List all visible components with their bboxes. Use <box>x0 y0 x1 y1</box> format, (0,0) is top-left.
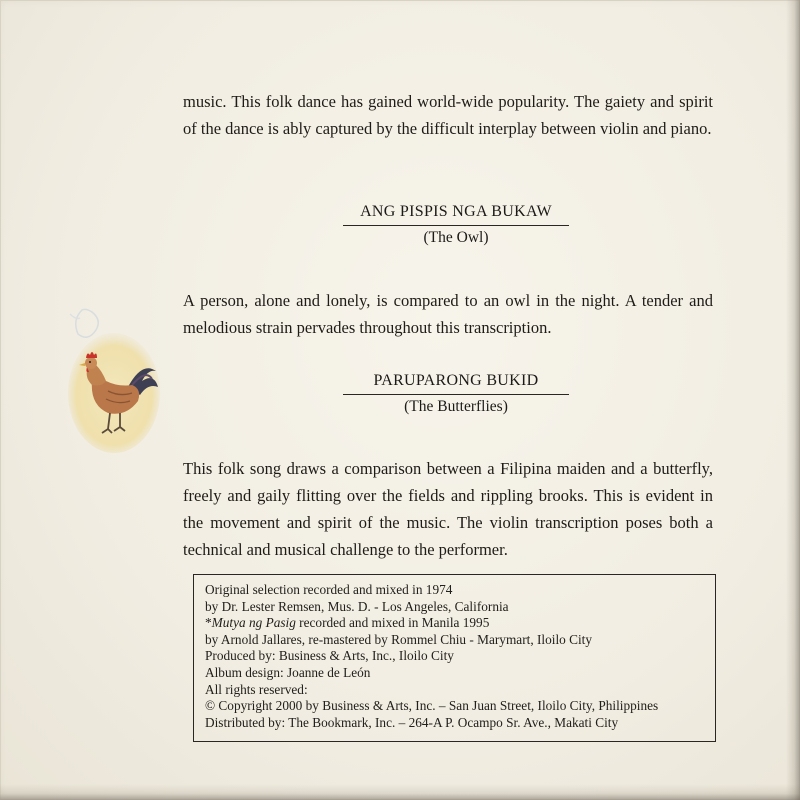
section-subtitle-butterflies: (The Butterflies) <box>404 398 508 415</box>
credits-line-rest: recorded and mixed in Manila 1995 <box>295 615 490 631</box>
credits-line: Produced by: Business & Arts, Inc., Iloilo City <box>205 648 454 664</box>
section-title-butterflies-text: PARUPARONG BUKID <box>373 372 539 389</box>
credits-line: Album design: Joanne de León <box>205 664 371 680</box>
credits-line: by Dr. Lester Remsen, Mus. D. - Los Angeles, California <box>205 598 509 614</box>
credits-line: by Arnold Jallares, re-mastered by Rommel Chiu - Marymart, Iloilo City <box>205 631 593 647</box>
page-edge-shadow-right <box>786 0 800 800</box>
album-title: Mutya ng Pasig <box>211 615 296 631</box>
page-edge-shadow-bottom <box>0 784 800 800</box>
section-text-owl: A person, alone and lonely, is compared to an owl in the night. A tender and melodious strain pervades throughout this transcription. <box>183 291 713 337</box>
section-text-butterflies: This folk song draws a comparison between a Filipina maiden and a butterfly, freely and gaily flitting over the fields and rippling brooks. This is evident in the movement and spirit of the music. The violin transcription poses both a technical and musical challenge to the performer. <box>183 459 713 559</box>
title-underline <box>343 225 569 226</box>
credits-line <box>205 615 715 632</box>
intro-paragraph: music. This folk dance has gained world-wide popularity. The gaiety and spirit of the dance is ably captured by the difficult interplay between violin and piano. <box>183 92 713 138</box>
asterisk: * <box>205 615 212 631</box>
credits-line: Distributed by: The Bookmark, Inc. – 264-A P. Ocampo Sr. Ave., Makati City <box>205 714 619 730</box>
credits-box <box>193 574 716 742</box>
section-title-owl-text: ANG PISPIS NGA BUKAW <box>360 203 552 220</box>
credits-line: Original selection recorded and mixed in 1974 <box>205 582 453 597</box>
credits-line: © Copyright 2000 by Business & Arts, Inc. – San Juan Street, Iloilo City, Philippines <box>205 698 659 714</box>
section-subtitle-owl: (The Owl) <box>423 229 489 246</box>
section-title-owl <box>343 201 569 226</box>
rooster-icon <box>62 325 170 455</box>
credits-line: All rights reserved: <box>205 681 308 697</box>
title-underline <box>343 394 569 395</box>
section-title-butterflies <box>343 370 569 395</box>
